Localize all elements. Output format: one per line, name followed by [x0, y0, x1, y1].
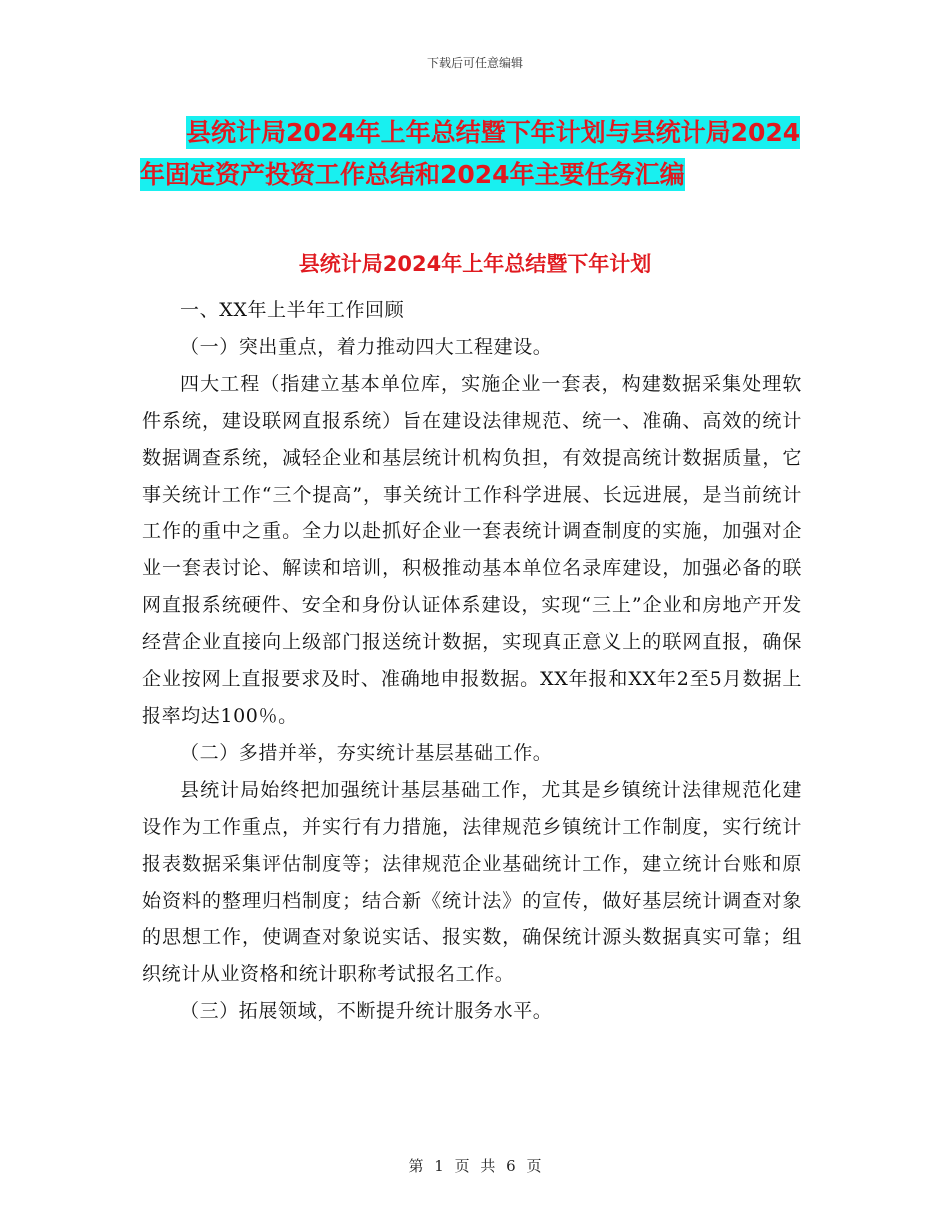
- section-title: 县统计局2024年上年总结暨下年计划: [298, 252, 652, 276]
- document-title-line-2-text: 年固定资产投资工作总结和2024年主要任务汇编: [140, 160, 685, 189]
- document-title-line-1-text: 县统计局2024年上年总结暨下年计划与县统计局2024: [186, 118, 801, 147]
- paragraph-subheading-1: （一）突出重点，着力推动四大工程建设。: [180, 335, 553, 358]
- page-footer: 第 1 页 共 6 页: [408, 1157, 542, 1175]
- body-text: [142, 292, 802, 1030]
- paragraph-heading-review: 一、XX年上半年工作回顾: [180, 299, 405, 321]
- paragraph-four-projects: 四大工程（指建立基本单位库，实施企业一套表，构建数据采集处理软件系统，建设联网直报系统）旨在建设法律规范、统一、准确、高效的统计数据调查系统，减轻企业和基层统计机构负担，有效提高统计数据质量，它事关统计工作“三个提高”，事关统计工作科学进展、长远进展，是当前统计工作的重中之重。全力以赴抓好企业一套表统计调查制度的实施，加强对企业一套表讨论、解读和培训，积极推动基本单位名录库建设，加强必备的联网直报系统硬件、安全和身份认证体系建设，实现“三上”企业和房地产开发经营企业直接向上级部门报送统计数据，实现真正意义上的联网直报，确保企业按网上直报要求及时、准确地申报数据。XX年报和XX年2至5月数据上报率均达100％。: [142, 372, 802, 727]
- document-title: [140, 112, 840, 196]
- document-title-line-2: [140, 154, 840, 196]
- document-title-line-1: [140, 112, 840, 154]
- paragraph-subheading-2: （二）多措并举，夯实统计基层基础工作。: [180, 741, 553, 764]
- paragraph-grassroots-work: 县统计局始终把加强统计基层基础工作，尤其是乡镇统计法律规范化建设作为工作重点，并实行有力措施，法律规范乡镇统计工作制度，实行统计报表数据采集评估制度等；法律规范企业基础统计工作，建立统计台账和原始资料的整理归档制度；结合新《统计法》的宣传，做好基层统计调查对象的思想工作，使调查对象说实话、报实数，确保统计源头数据真实可靠；组织统计从业资格和统计职称考试报名工作。: [142, 778, 802, 986]
- paragraph-subheading-3: （三）拓展领域，不断提升统计服务水平。: [180, 1000, 553, 1023]
- header-note: 下载后可任意编辑: [426, 56, 523, 70]
